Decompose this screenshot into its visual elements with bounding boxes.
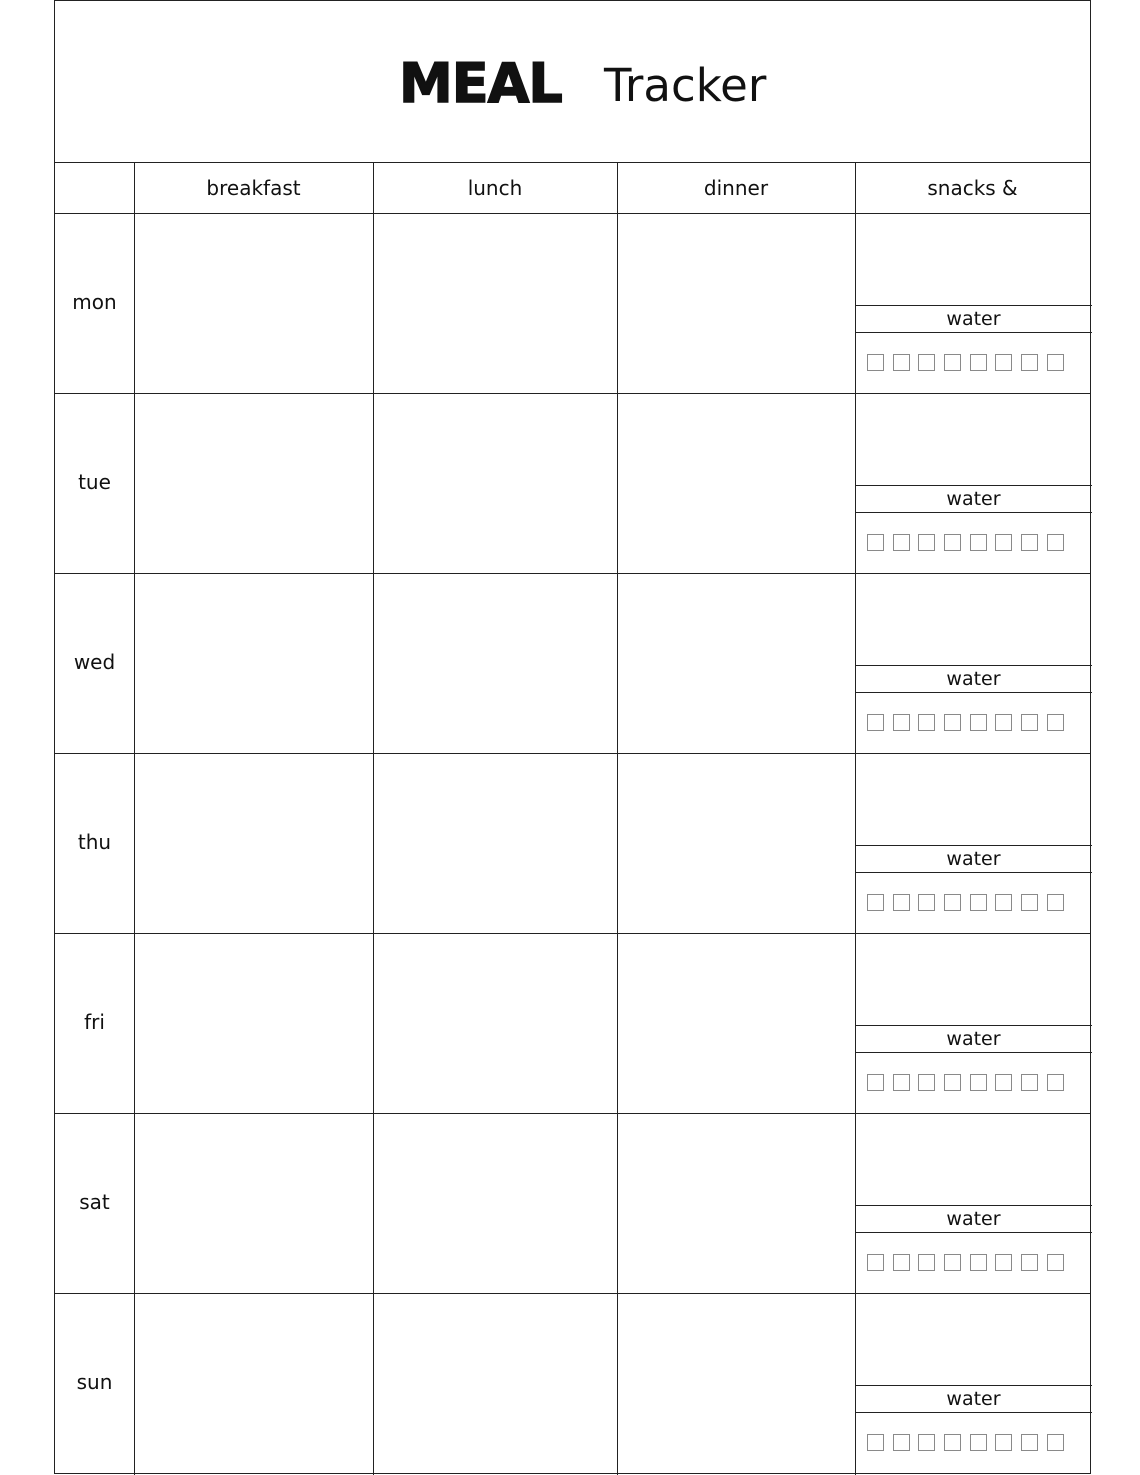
water-glass-checkbox[interactable] (1047, 1074, 1064, 1091)
water-glass-checkbox[interactable] (918, 1434, 935, 1451)
water-glass-checkbox[interactable] (1047, 894, 1064, 911)
water-glass-checkbox[interactable] (970, 1254, 987, 1271)
water-glass-checkbox[interactable] (944, 534, 961, 551)
water-label: water (946, 308, 1001, 330)
title-block (55, 1, 1090, 163)
meal-tracker-sheet (54, 0, 1091, 1474)
lunch-cell-mon[interactable] (375, 215, 616, 391)
water-label: water (946, 668, 1001, 690)
water-label: water (946, 1208, 1001, 1230)
water-label: water (946, 848, 1001, 870)
water-glass-checkbox[interactable] (867, 1434, 884, 1451)
breakfast-cell-mon[interactable] (136, 215, 372, 391)
day-label-wed: wed (73, 650, 116, 674)
water-glasses-row (867, 1434, 1064, 1451)
water-glass-checkbox[interactable] (867, 894, 884, 911)
water-glass-checkbox[interactable] (944, 1074, 961, 1091)
water-glass-checkbox[interactable] (867, 1254, 884, 1271)
water-glass-checkbox[interactable] (970, 894, 987, 911)
snacks-cell-thu[interactable] (855, 753, 1092, 933)
water-divider-bottom (855, 512, 1092, 513)
water-glass-checkbox[interactable] (867, 534, 884, 551)
lunch-cell-tue[interactable] (375, 395, 616, 571)
water-glass-checkbox[interactable] (995, 1434, 1012, 1451)
water-glass-checkbox[interactable] (995, 714, 1012, 731)
water-divider-bottom (855, 872, 1092, 873)
water-glass-checkbox[interactable] (918, 1254, 935, 1271)
day-label-mon: mon (72, 290, 117, 314)
water-glass-checkbox[interactable] (970, 534, 987, 551)
water-glass-checkbox[interactable] (867, 354, 884, 371)
lunch-cell-sat[interactable] (375, 1115, 616, 1291)
water-glass-checkbox[interactable] (918, 1074, 935, 1091)
water-glass-checkbox[interactable] (893, 534, 910, 551)
dinner-cell-sun[interactable] (619, 1295, 854, 1471)
breakfast-cell-sat[interactable] (136, 1115, 372, 1291)
water-glasses-row (867, 354, 1064, 371)
water-glass-checkbox[interactable] (995, 1074, 1012, 1091)
column-header-dinner: dinner (703, 176, 769, 200)
water-glasses-row (867, 1074, 1064, 1091)
water-divider-bottom (855, 1232, 1092, 1233)
breakfast-cell-tue[interactable] (136, 395, 372, 571)
column-header-lunch: lunch (467, 176, 523, 200)
snacks-cell-fri[interactable] (855, 933, 1092, 1113)
water-glass-checkbox[interactable] (918, 354, 935, 371)
water-glass-checkbox[interactable] (1047, 354, 1064, 371)
water-glass-checkbox[interactable] (970, 1074, 987, 1091)
dinner-cell-fri[interactable] (619, 935, 854, 1111)
snacks-cell-tue[interactable] (855, 393, 1092, 573)
dinner-cell-tue[interactable] (619, 395, 854, 571)
water-glass-checkbox[interactable] (1047, 1434, 1064, 1451)
day-label-sun: sun (76, 1370, 113, 1394)
water-divider-bottom (855, 692, 1092, 693)
water-glass-checkbox[interactable] (944, 894, 961, 911)
lunch-cell-sun[interactable] (375, 1295, 616, 1471)
water-glass-checkbox[interactable] (867, 714, 884, 731)
water-divider-bottom (855, 332, 1092, 333)
water-glass-checkbox[interactable] (893, 1434, 910, 1451)
lunch-cell-wed[interactable] (375, 575, 616, 751)
column-divider (373, 163, 374, 1475)
water-glass-checkbox[interactable] (918, 534, 935, 551)
column-header-breakfast: breakfast (206, 176, 301, 200)
title-meal: MEAL (399, 52, 562, 115)
water-glasses-row (867, 894, 1064, 911)
water-glass-checkbox[interactable] (944, 1434, 961, 1451)
water-glass-checkbox[interactable] (970, 714, 987, 731)
water-glass-checkbox[interactable] (1021, 534, 1038, 551)
water-glass-checkbox[interactable] (970, 1434, 987, 1451)
column-header-snacks: snacks & (927, 176, 1018, 200)
lunch-cell-thu[interactable] (375, 755, 616, 931)
water-glass-checkbox[interactable] (893, 1074, 910, 1091)
water-glass-checkbox[interactable] (944, 1254, 961, 1271)
day-label-thu: thu (77, 830, 112, 854)
water-glass-checkbox[interactable] (995, 534, 1012, 551)
water-glasses-row (867, 714, 1064, 731)
water-glass-checkbox[interactable] (970, 354, 987, 371)
water-glass-checkbox[interactable] (1047, 1254, 1064, 1271)
water-label: water (946, 1388, 1001, 1410)
column-divider (134, 163, 135, 1475)
water-glass-checkbox[interactable] (1047, 714, 1064, 731)
breakfast-cell-thu[interactable] (136, 755, 372, 931)
water-glass-checkbox[interactable] (1021, 1434, 1038, 1451)
water-glass-checkbox[interactable] (995, 354, 1012, 371)
dinner-cell-sat[interactable] (619, 1115, 854, 1291)
water-glass-checkbox[interactable] (918, 714, 935, 731)
water-glass-checkbox[interactable] (867, 1074, 884, 1091)
breakfast-cell-sun[interactable] (136, 1295, 372, 1471)
water-glass-checkbox[interactable] (1047, 534, 1064, 551)
water-divider-bottom (855, 1052, 1092, 1053)
water-glass-checkbox[interactable] (995, 894, 1012, 911)
water-glass-checkbox[interactable] (918, 894, 935, 911)
snacks-cell-sat[interactable] (855, 1113, 1092, 1293)
lunch-cell-fri[interactable] (375, 935, 616, 1111)
breakfast-cell-fri[interactable] (136, 935, 372, 1111)
day-label-fri: fri (84, 1010, 105, 1034)
water-glass-checkbox[interactable] (995, 1254, 1012, 1271)
water-glass-checkbox[interactable] (893, 354, 910, 371)
snacks-cell-wed[interactable] (855, 573, 1092, 753)
title-tracker: Tracker (604, 59, 767, 112)
day-label-sat: sat (79, 1190, 110, 1214)
day-label-tue: tue (78, 470, 111, 494)
water-label: water (946, 1028, 1001, 1050)
snacks-cell-mon[interactable] (855, 213, 1092, 393)
water-glass-checkbox[interactable] (944, 354, 961, 371)
water-divider-bottom (855, 1412, 1092, 1413)
water-glass-checkbox[interactable] (1021, 714, 1038, 731)
water-glass-checkbox[interactable] (1021, 894, 1038, 911)
snacks-cell-sun[interactable] (855, 1293, 1092, 1473)
water-glass-checkbox[interactable] (944, 714, 961, 731)
water-glass-checkbox[interactable] (1021, 1074, 1038, 1091)
dinner-cell-mon[interactable] (619, 215, 854, 391)
water-glass-checkbox[interactable] (893, 894, 910, 911)
water-glasses-row (867, 1254, 1064, 1271)
breakfast-cell-wed[interactable] (136, 575, 372, 751)
dinner-cell-wed[interactable] (619, 575, 854, 751)
water-glass-checkbox[interactable] (1021, 1254, 1038, 1271)
water-glasses-row (867, 534, 1064, 551)
column-divider (617, 163, 618, 1475)
dinner-cell-thu[interactable] (619, 755, 854, 931)
water-label: water (946, 488, 1001, 510)
water-glass-checkbox[interactable] (893, 1254, 910, 1271)
water-glass-checkbox[interactable] (893, 714, 910, 731)
water-glass-checkbox[interactable] (1021, 354, 1038, 371)
